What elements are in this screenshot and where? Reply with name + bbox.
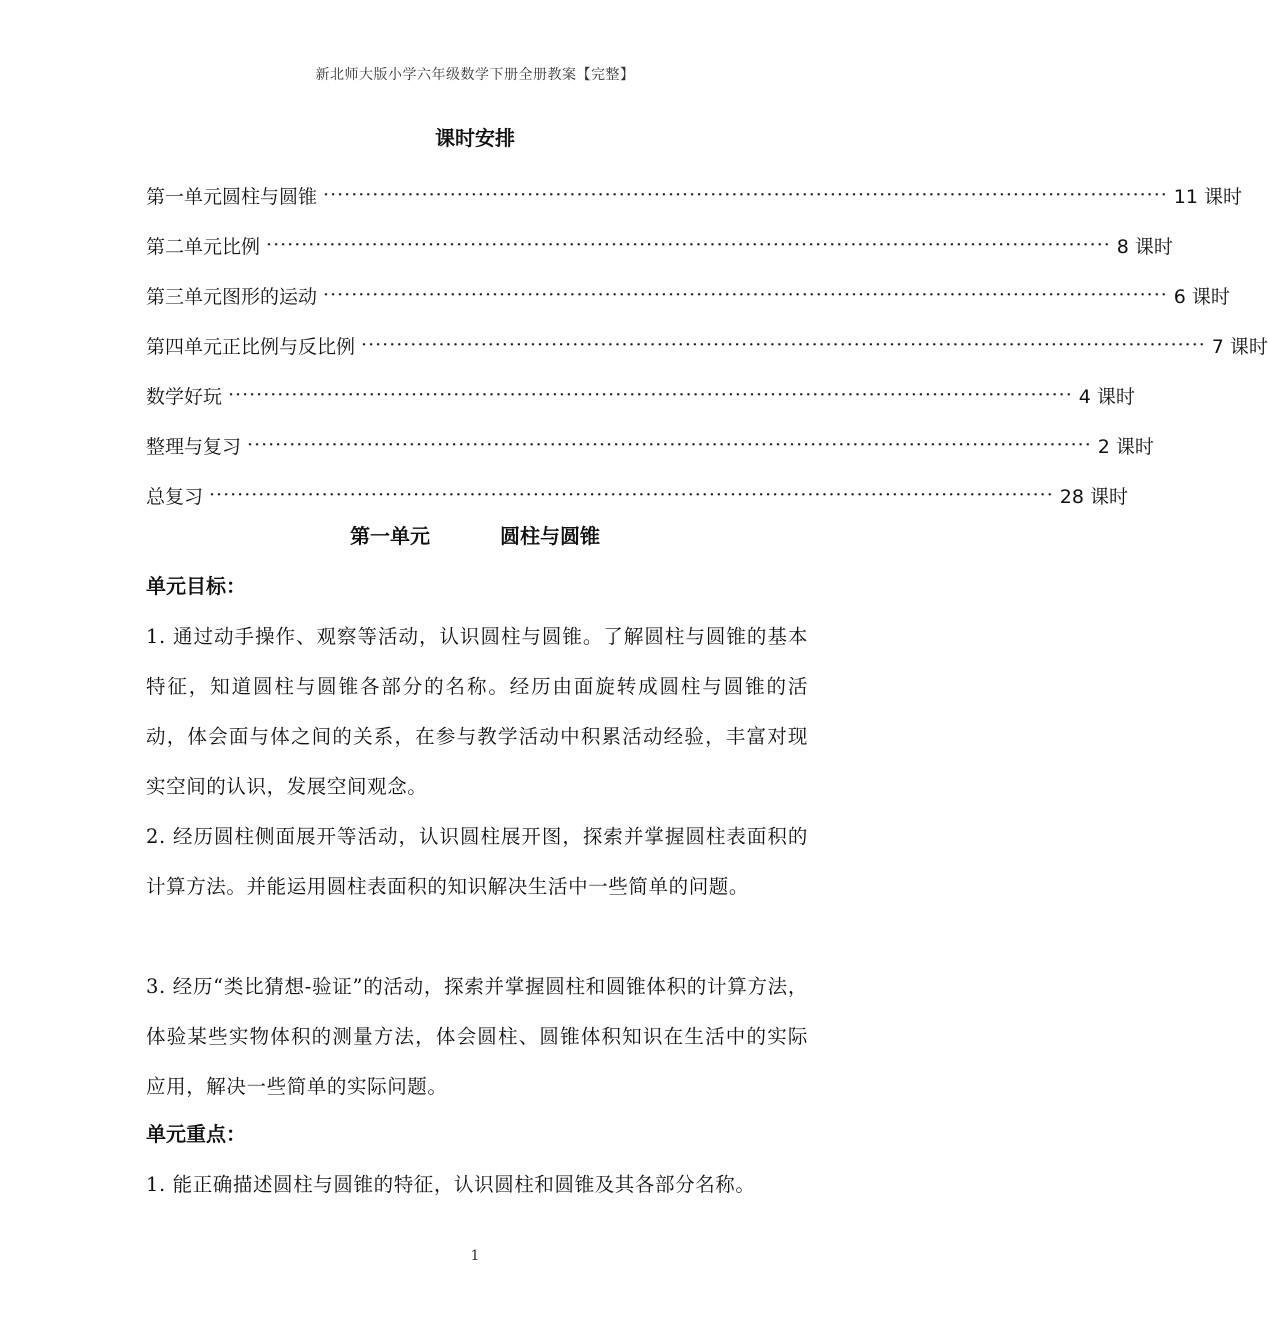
- leader-dots: ························································································································: [228, 384, 1073, 406]
- schedule-row: [146, 370, 1135, 420]
- schedule-row: [146, 170, 1242, 220]
- schedule-unit: 第三单元: [146, 285, 223, 308]
- page-header: 新北师大版小学六年级数学下册全册教案【完整】: [315, 67, 635, 83]
- schedule-hours: 4 课时: [1078, 385, 1135, 408]
- schedule-title: 课时安排: [435, 126, 515, 150]
- chapter-unit: 第一单元: [350, 524, 430, 548]
- key-point-item: 1. 能正确描述圆柱与圆锥的特征，认识圆柱和圆锥及其各部分名称。: [146, 1173, 756, 1196]
- schedule-hours: 28 课时: [1059, 485, 1128, 508]
- schedule-row: [146, 270, 1230, 320]
- chapter-title: [0, 520, 950, 549]
- schedule-row: [146, 320, 1268, 370]
- schedule-hours: 6 课时: [1173, 285, 1230, 308]
- schedule-hours: 8 课时: [1116, 235, 1173, 258]
- schedule-hours: 2 课时: [1097, 435, 1154, 458]
- schedule-list: [146, 170, 1268, 520]
- goals-heading: 单元目标：: [146, 574, 246, 598]
- schedule-row: [146, 420, 1154, 470]
- schedule-row: [146, 470, 1128, 520]
- schedule-unit: 整理与复习: [146, 435, 242, 458]
- leader-dots: ························································································································: [247, 434, 1092, 456]
- schedule-unit: 总复习: [146, 485, 204, 508]
- schedule-unit: 第二单元: [146, 235, 223, 258]
- leader-dots: ························································································································: [209, 484, 1054, 506]
- schedule-topic: 圆柱与圆锥: [222, 185, 318, 208]
- schedule-unit: 数学好玩: [146, 385, 223, 408]
- schedule-topic: 正比例与反比例: [222, 335, 356, 358]
- page-number: 1: [470, 1248, 480, 1264]
- goal-item: 3. 经历“类比猜想-验证”的活动，探索并掌握圆柱和圆锥体积的计算方法，体验某些实物体积的测量方法，体会圆柱、圆锥体积知识在生活中的实际应用，解决一些简单的实际问题。: [146, 975, 808, 1098]
- chapter-topic: 圆柱与圆锥: [500, 524, 600, 548]
- schedule-topic: 图形的运动: [222, 285, 318, 308]
- schedule-hours: 7 课时: [1211, 335, 1268, 358]
- schedule-hours: 11 课时: [1173, 185, 1242, 208]
- schedule-unit: 第一单元: [146, 185, 223, 208]
- goal-item: 1. 通过动手操作、观察等活动，认识圆柱与圆锥。了解圆柱与圆锥的基本特征，知道圆柱与圆锥各部分的名称。经历由面旋转成圆柱与圆锥的活动，体会面与体之间的关系，在参与教学活动中积累活动经验，丰富对现实空间的认识，发展空间观念。: [146, 625, 808, 798]
- leader-dots: ························································································································: [323, 184, 1168, 206]
- leader-dots: ························································································································: [266, 234, 1111, 256]
- leader-dots: ························································································································: [323, 284, 1168, 306]
- leader-dots: ························································································································: [361, 334, 1206, 356]
- key-points-heading: 单元重点：: [146, 1122, 246, 1146]
- schedule-topic: 比例: [222, 235, 261, 258]
- schedule-row: [146, 220, 1173, 270]
- goal-item: 2. 经历圆柱侧面展开等活动，认识圆柱展开图，探索并掌握圆柱表面积的计算方法。并能运用圆柱表面积的知识解决生活中一些简单的问题。: [146, 825, 808, 898]
- schedule-unit: 第四单元: [146, 335, 223, 358]
